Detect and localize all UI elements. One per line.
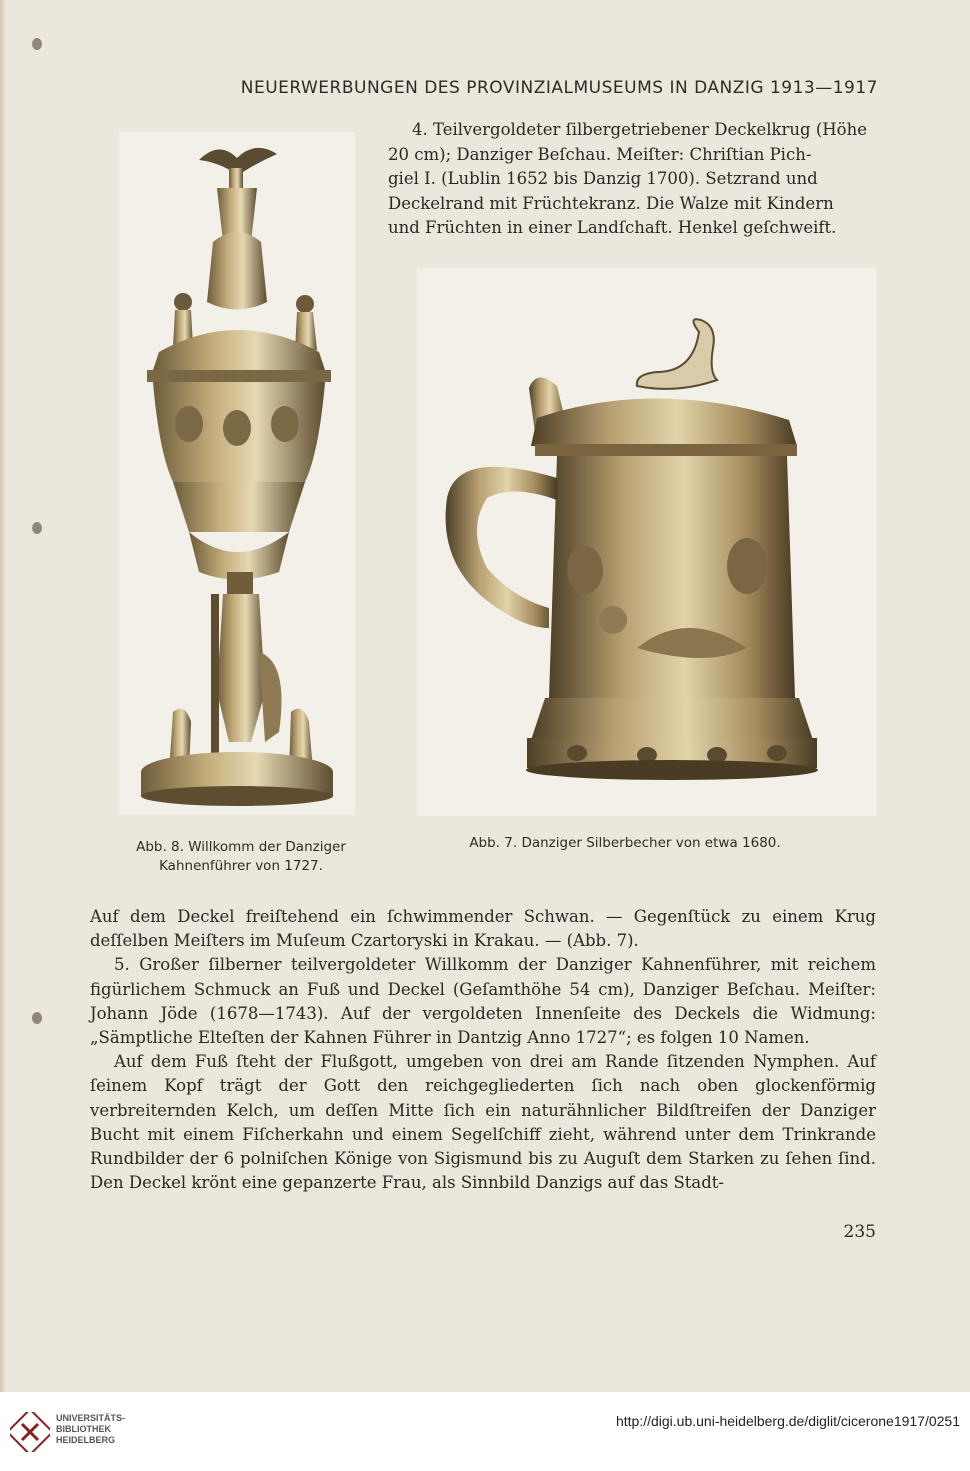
paragraph: Auf dem Fuß ſteht der Flußgott, umgeben von drei am Rande ſitzenden Nymphen. Auf ſeinem Kopf trägt der Gott den reichgegliederten ſich nach oben glockenförmig verbreiternden Kelch, um deſſen Mitte ſich ein naturähnlicher Bildſtreifen der Danziger Bucht mit einem Fiſcherkahn und einem Segelſchiff zieht, während unter dem Trinkrande Rundbilder der 6 polniſchen Könige von Sigismund bis zu Auguſt dem Starken zu ſehen ſind. Den Deckel krönt eine gepanzerte Frau, als Sinnbild Danzigs auf das Stadt- <box>90 1052 876 1193</box>
item-4-line: Deckelrand mit Früchtekranz. Die Walze mit Kindern <box>388 193 834 213</box>
item-4-line: 4. Teilvergoldeter ſilbergetriebener Deckelkrug (Höhe <box>412 120 867 139</box>
item-4-description <box>388 118 872 241</box>
item-4-line: und Früchten in einer Landſchaft. Henkel geſchweift. <box>388 218 837 237</box>
binding-hole <box>32 522 42 534</box>
figure-8-caption <box>96 838 386 876</box>
figure-7-image <box>417 268 877 816</box>
item-4-line: 20 cm); Danziger Beſchau. Meiſter: Chriſtian Pich- <box>388 144 812 164</box>
body-text <box>90 905 876 1195</box>
paragraph: 5. Großer ſilberner teilvergoldeter Willkomm der Danziger Kahnenführer, mit reichem figürlichem Schmuck an Fuß und Deckel (Geſamthöhe 54 cm), Danziger Beſchau. Meiſter: Johann Jöde (1678—1743). Auf der vergoldeten Innenſeite des Deckels die Widmung: „Sämptliche Elteſten der Kahnen Führer in Dantzig Anno 1727“; es folgen 10 Namen. <box>90 955 876 1048</box>
figure-7-caption: Abb. 7. Danziger Silberbecher von etwa 1680. <box>469 835 781 851</box>
caption-line: Kahnenführer von 1727. <box>159 858 323 874</box>
goblet-illustration <box>119 132 355 815</box>
paragraph: Auf dem Deckel freiſtehend ein ſchwimmender Schwan. — Gegenſtück zu einem Krug deſſelben Meiſters im Muſeum Czartoryski in Krakau. — (Abb. 7). <box>90 907 876 951</box>
caption-line: Abb. 8. Willkomm der Danziger <box>136 839 346 855</box>
source-url-link[interactable]: http://digi.ub.uni-heidelberg.de/diglit/cicerone1917/0251 <box>615 1413 960 1429</box>
tankard-illustration <box>417 268 877 816</box>
university-library-logo-icon <box>10 1412 50 1452</box>
binding-hole <box>32 1012 42 1024</box>
item-4-line: giel I. (Lublin 1652 bis Danzig 1700). Setzrand und <box>388 169 818 188</box>
page-number: 235 <box>843 1222 876 1242</box>
footer-bar <box>0 1392 970 1471</box>
running-head: NEUERWERBUNGEN DES PROVINZIALMUSEUMS IN DANZIG 1913—1917 <box>240 78 878 98</box>
library-name-line: UNIVERSITÄTS- <box>56 1413 126 1423</box>
library-name-line: BIBLIOTHEK <box>56 1424 111 1434</box>
page-edge <box>0 0 6 1471</box>
binding-hole <box>32 38 42 50</box>
library-name <box>56 1413 125 1446</box>
library-name-line: HEIDELBERG <box>56 1435 116 1445</box>
figure-8-image <box>119 132 355 815</box>
